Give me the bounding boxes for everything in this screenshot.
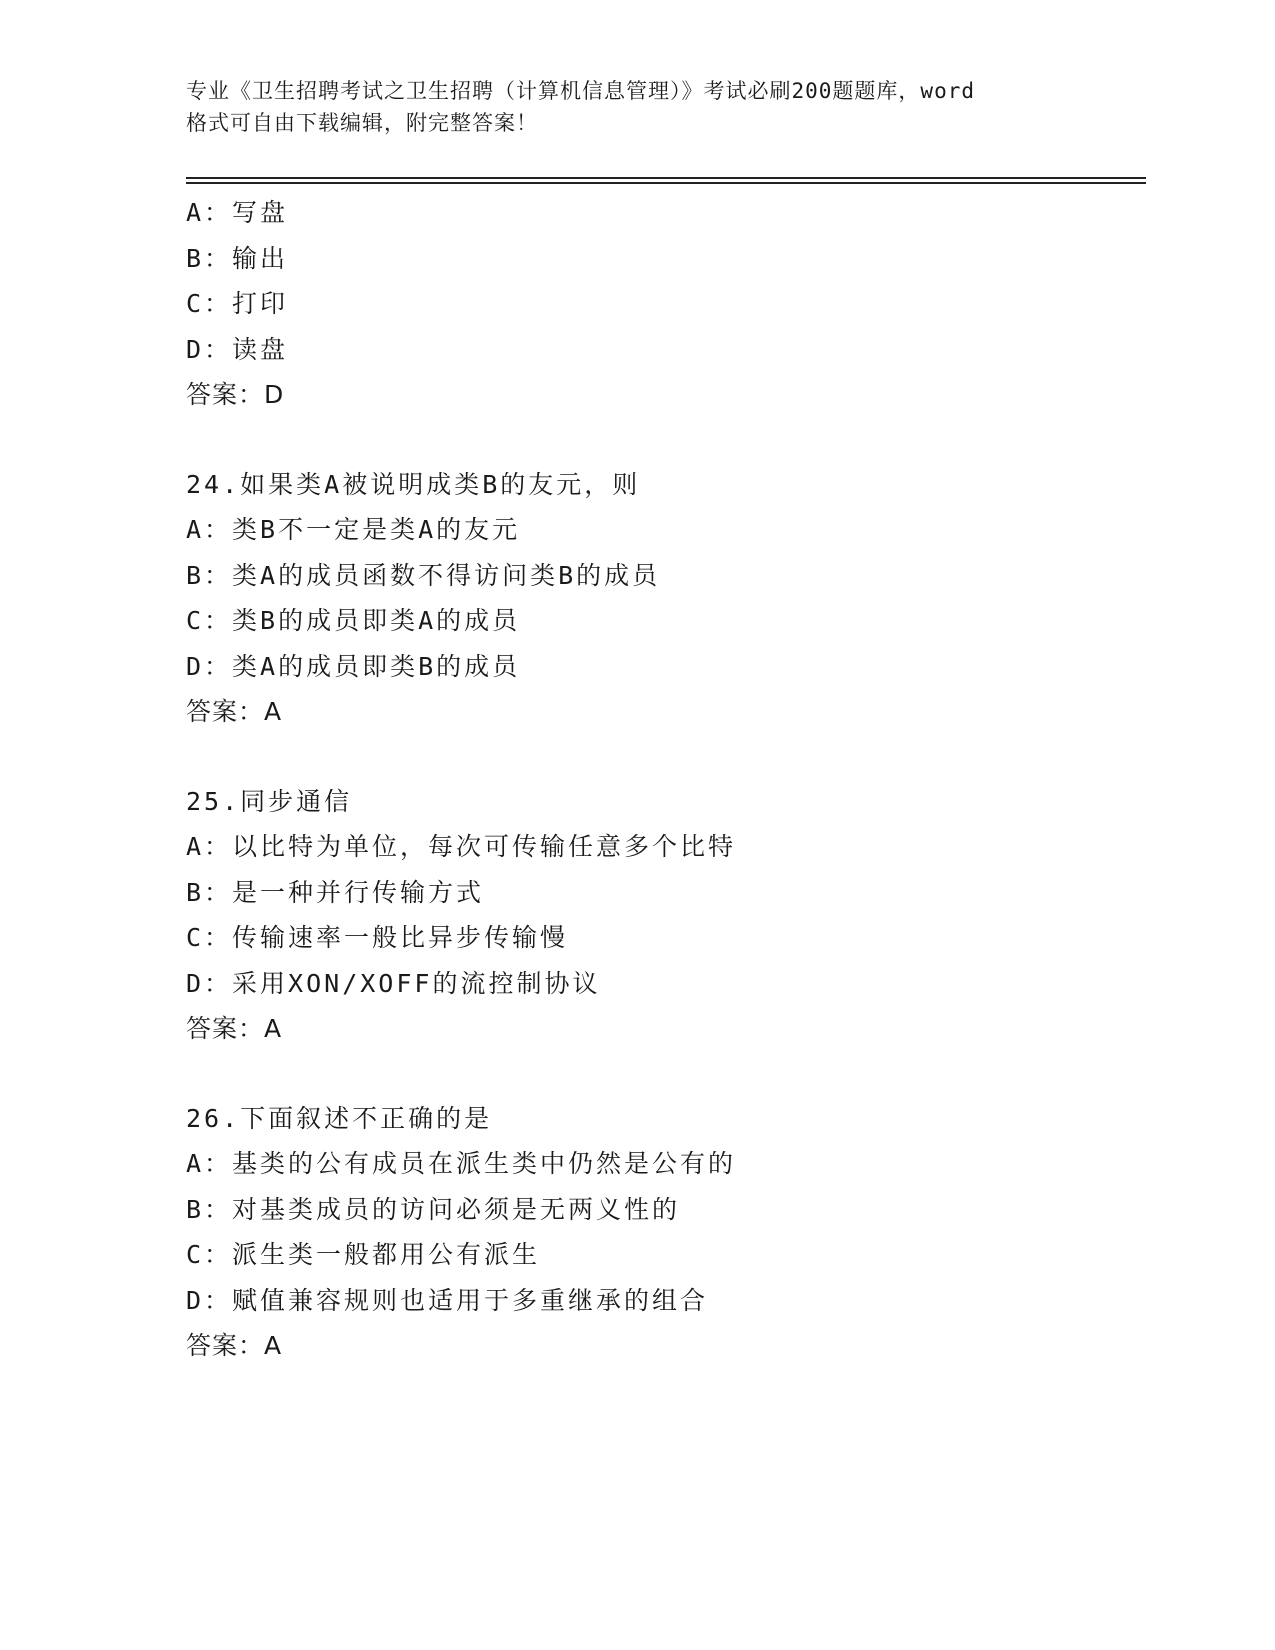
question-24 (186, 462, 1136, 735)
question-23 (186, 190, 1136, 418)
document-header (186, 75, 1086, 139)
option-a: A：基类的公有成员在派生类中仍然是公有的 (186, 1149, 737, 1178)
question-title: 24.如果类A被说明成类B的友元，则 (186, 469, 641, 499)
option-b: B：输出 (186, 243, 289, 273)
option-b: B：对基类成员的访问必须是无两义性的 (186, 1194, 681, 1224)
question-26 (186, 1096, 1136, 1369)
header-rule-top (186, 177, 1146, 179)
answer: 答案：A (186, 697, 283, 726)
header-line-1: 专业《卫生招聘考试之卫生招聘（计算机信息管理）》考试必刷200题题库，word (186, 79, 975, 103)
option-c: C：打印 (186, 289, 289, 318)
question-list (186, 190, 1136, 1369)
answer: 答案：A (186, 1014, 283, 1043)
option-d: D：读盘 (186, 334, 289, 364)
option-a: A：类B不一定是类A的友元 (186, 515, 521, 544)
question-title: 25.同步通信 (186, 786, 353, 816)
answer: 答案：D (186, 380, 285, 409)
question-25 (186, 779, 1136, 1052)
option-c: C：传输速率一般比异步传输慢 (186, 923, 569, 952)
answer: 答案：A (186, 1331, 283, 1360)
header-line-2: 格式可自由下载编辑，附完整答案！ (186, 111, 538, 135)
option-d: D：类A的成员即类B的成员 (186, 651, 521, 681)
header-rule-bottom (186, 182, 1146, 184)
option-d: D：采用XON/XOFF的流控制协议 (186, 968, 601, 998)
option-c: C：派生类一般都用公有派生 (186, 1240, 541, 1269)
option-b: B：是一种并行传输方式 (186, 877, 485, 907)
option-a: A：以比特为单位，每次可传输任意多个比特 (186, 832, 737, 861)
question-title: 26.下面叙述不正确的是 (186, 1103, 493, 1133)
option-c: C：类B的成员即类A的成员 (186, 606, 521, 635)
option-a: A：写盘 (186, 198, 289, 227)
option-d: D：赋值兼容规则也适用于多重继承的组合 (186, 1285, 709, 1315)
option-b: B：类A的成员函数不得访问类B的成员 (186, 560, 661, 590)
